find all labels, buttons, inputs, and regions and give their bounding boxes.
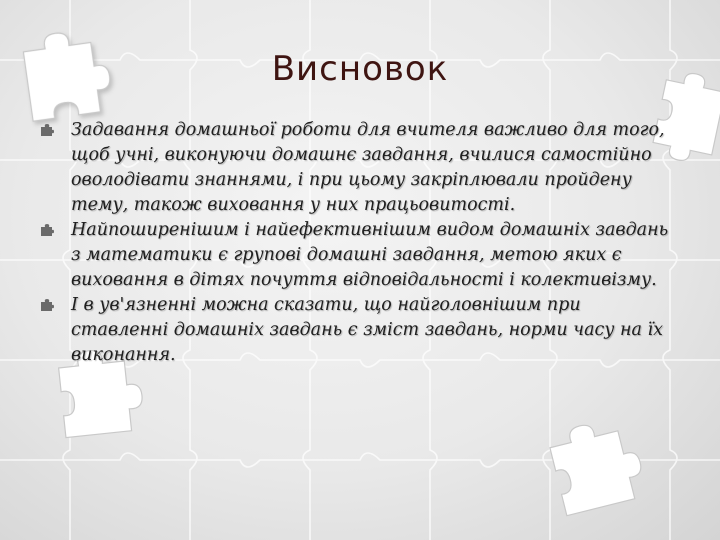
- puzzle-piece-icon: [40, 299, 54, 313]
- bullet-list: [40, 118, 680, 368]
- bullet-text: І в ув'язненні можна сказати, що найголовнішим при ставленні домашніх завдань є зміст завдань, норми часу на їх виконання.: [71, 295, 664, 365]
- puzzle-piece-top-left: [21, 27, 114, 122]
- bullet-item: [40, 118, 680, 218]
- bullet-item: [40, 218, 680, 293]
- bullet-text: Задавання домашньої роботи для вчителя важливо для того, щоб учні, виконуючи домашнє завдання, вчилися самостійно оволодівати знаннями, і при цьому закріплювали пройдену тему, також виховання у них працьовитості.: [71, 120, 665, 215]
- bullet-text: Найпоширенішим і найефективнішим видом домашніх завдань з математики є групові домашні завдання, метою яких є виховання в дітях почуття відповідальності і колективізму.: [71, 220, 669, 290]
- slide-title: Висновок: [271, 49, 449, 89]
- puzzle-piece-bottom-right: [547, 414, 649, 516]
- puzzle-piece-icon: [40, 224, 54, 238]
- puzzle-piece-icon: [40, 124, 54, 138]
- bullet-item: [40, 293, 680, 368]
